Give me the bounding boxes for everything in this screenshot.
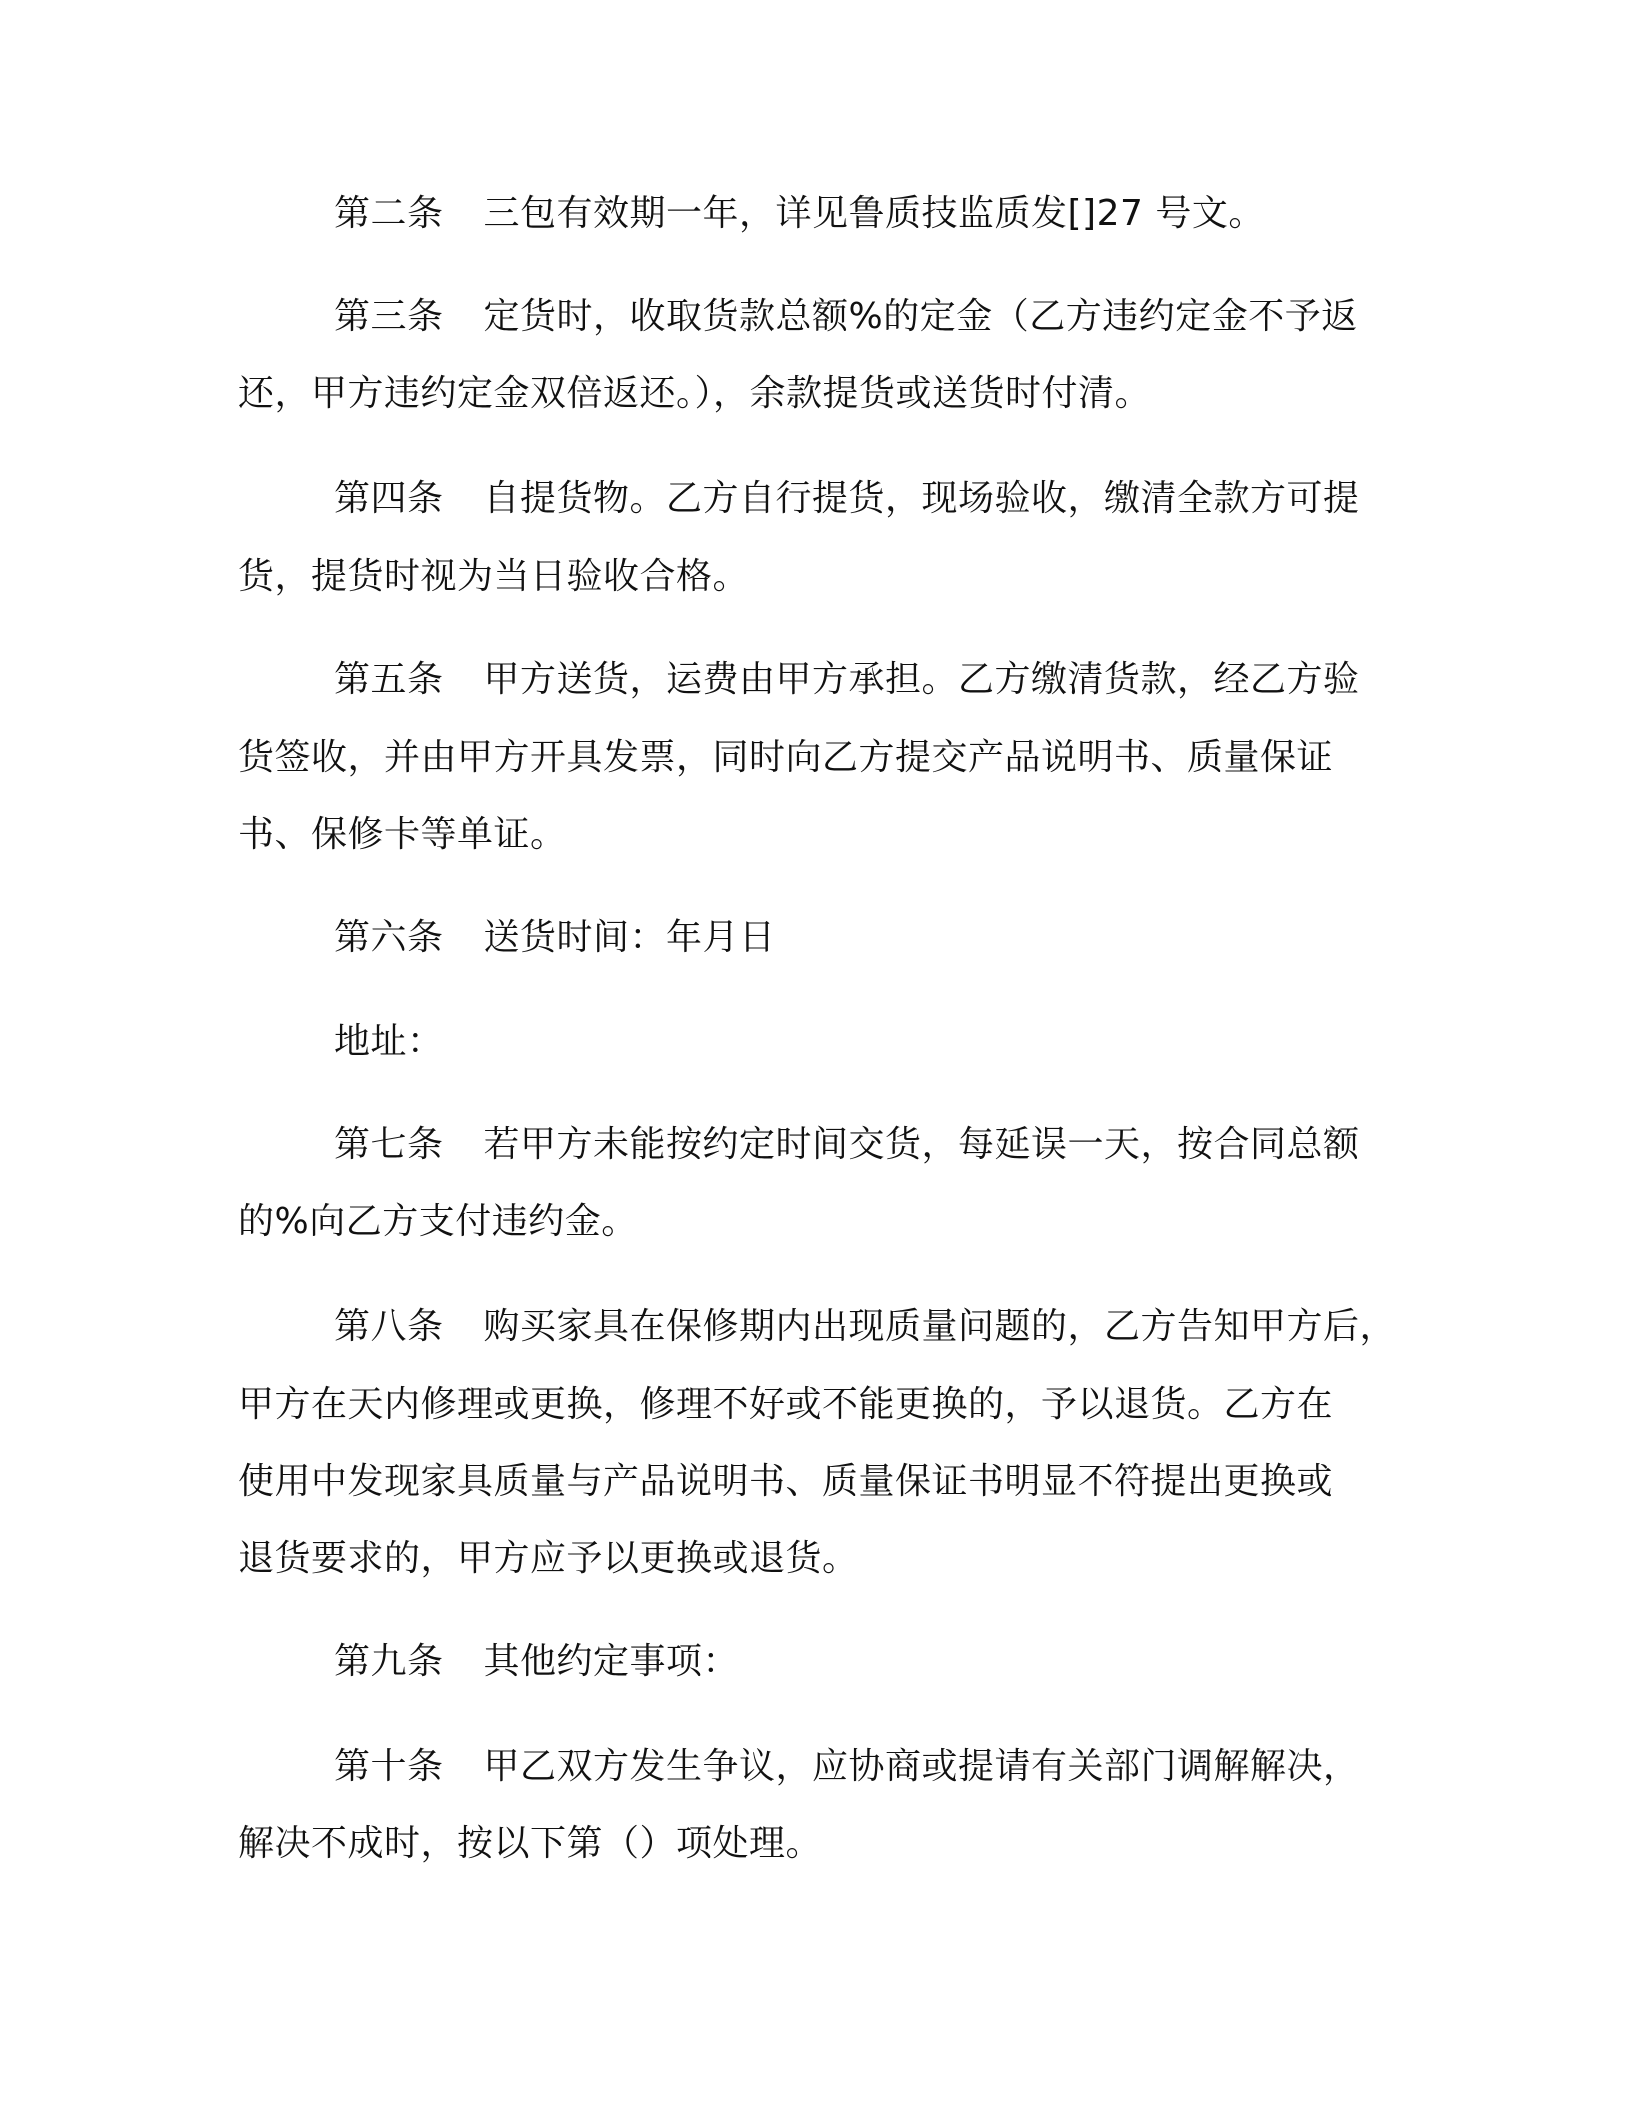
article-2-line-1 bbox=[334, 192, 1265, 236]
article-8-line-2: 甲方在天内修理或更换，修理不好或不能更换的，予以退货。乙方在 bbox=[238, 1384, 1334, 1425]
article-9-title: 第九条 bbox=[334, 1641, 444, 1682]
article-7-title: 第七条 bbox=[334, 1124, 444, 1165]
article-8-line-3: 使用中发现家具质量与产品说明书、质量保证书明显不符提出更换或 bbox=[238, 1461, 1334, 1502]
article-2-title: 第二条 bbox=[334, 193, 444, 234]
article-4-title: 第四条 bbox=[334, 478, 444, 519]
article-10-text-1: 甲乙双方发生争议，应协商或提请有关部门调解解决， bbox=[483, 1746, 1360, 1787]
article-5-line-3: 书、保修卡等单证。 bbox=[238, 814, 567, 855]
article-10-title: 第十条 bbox=[334, 1746, 444, 1787]
article-9-text: 其他约定事项： bbox=[483, 1641, 740, 1682]
article-6-text: 送货时间：年月日 bbox=[483, 917, 776, 958]
article-3-text-1: 定货时，收取货款总额%的定金（乙方违约定金不予返 bbox=[483, 296, 1358, 337]
article-3-line-2: 还，甲方违约定金双倍返还。），余款提货或送货时付清。 bbox=[238, 373, 1152, 414]
article-7-line-2: 的%向乙方支付违约金。 bbox=[238, 1201, 638, 1242]
article-6-line-1 bbox=[334, 916, 776, 960]
article-10-line-2: 解决不成时，按以下第（）项处理。 bbox=[238, 1823, 823, 1864]
article-9-line-1 bbox=[334, 1640, 739, 1684]
article-8-title: 第八条 bbox=[334, 1306, 444, 1347]
address-label: 地址： bbox=[334, 1021, 444, 1062]
article-4-line-2: 货，提货时视为当日验收合格。 bbox=[238, 556, 750, 597]
article-10-line-1 bbox=[334, 1745, 1360, 1789]
article-8-line-1 bbox=[334, 1305, 1396, 1349]
article-8-text-1: 购买家具在保修期内出现质量问题的，乙方告知甲方后， bbox=[483, 1306, 1397, 1347]
article-5-line-2: 货签收，并由甲方开具发票，同时向乙方提交产品说明书、质量保证 bbox=[238, 737, 1334, 778]
article-4-line-1 bbox=[334, 477, 1360, 521]
article-5-text-1: 甲方送货，运费由甲方承担。乙方缴清货款，经乙方验 bbox=[483, 659, 1360, 700]
article-3-title: 第三条 bbox=[334, 296, 444, 337]
article-3-line-1 bbox=[334, 295, 1358, 339]
article-5-title: 第五条 bbox=[334, 659, 444, 700]
article-7-line-1 bbox=[334, 1123, 1360, 1167]
article-5-line-1 bbox=[334, 658, 1360, 702]
article-4-text-1: 自提货物。乙方自行提货，现场验收，缴清全款方可提 bbox=[483, 478, 1360, 519]
article-8-line-4: 退货要求的，甲方应予以更换或退货。 bbox=[238, 1538, 859, 1579]
article-6-title: 第六条 bbox=[334, 917, 444, 958]
article-2-text: 三包有效期一年，详见鲁质技监质发[]27 号文。 bbox=[483, 193, 1265, 234]
article-7-text-1: 若甲方未能按约定时间交货，每延误一天，按合同总额 bbox=[483, 1124, 1360, 1165]
